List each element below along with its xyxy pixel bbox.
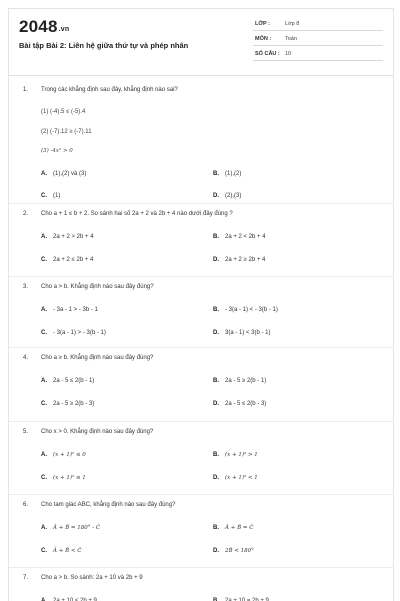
question-text: Cho a ≥ b. Khẳng định nào sau đây đúng? xyxy=(41,355,154,361)
question-number: 6. xyxy=(23,502,29,508)
option-d[interactable]: D. 2B̂ < 180° xyxy=(213,548,254,554)
worksheet-header xyxy=(9,9,393,71)
option-d[interactable]: D. 2a + 2 ≥ 2b + 4 xyxy=(213,257,266,263)
meta-class-value: Lớp 8 xyxy=(285,21,300,27)
logo-text: 2048 xyxy=(19,17,58,36)
option-a[interactable]: A. 2a + 10 < 2b + 9 xyxy=(41,598,97,601)
question-text: Trong các khẳng định sau đây, khẳng định nào sai? xyxy=(41,87,178,93)
question-text: Cho a > b. So sánh: 2a + 10 và 2b + 9 xyxy=(41,575,143,581)
option-b[interactable]: B. - 3(a - 1) < - 3(b - 1) xyxy=(213,307,278,313)
worksheet-title: Bài tập Bài 2: Liên hệ giữa thứ tự và phép nhân xyxy=(19,41,189,50)
option-d[interactable]: D. (2),(3) xyxy=(213,193,242,199)
meta-class xyxy=(253,17,383,31)
question-number: 7. xyxy=(23,575,29,581)
question-divider xyxy=(9,276,393,277)
site-logo[interactable] xyxy=(19,17,69,37)
question-divider xyxy=(9,203,393,204)
question-text: Cho tam giác ABC, khẳng định nào sau đây đúng? xyxy=(41,502,176,508)
question-number: 3. xyxy=(23,284,29,290)
worksheet-page xyxy=(8,8,394,601)
logo-suffix: .vn xyxy=(58,26,70,33)
option-a[interactable]: A. Â + B̂ = 180° - Ĉ xyxy=(41,525,101,531)
question-divider xyxy=(9,567,393,568)
option-a[interactable]: A. 2a - 5 ≤ 2(b - 1) xyxy=(41,378,95,384)
option-d[interactable]: D. 2a - 5 ≤ 2(b - 3) xyxy=(213,401,267,407)
question-text: Cho a > b. Khẳng định nào sau đây đúng? xyxy=(41,284,154,290)
question-number: 1. xyxy=(23,87,29,93)
meta-class-label: LỚP : xyxy=(255,21,270,27)
header-divider xyxy=(9,75,393,76)
option-b[interactable]: B. 2a + 2 < 2b + 4 xyxy=(213,234,266,240)
meta-subject xyxy=(253,32,383,46)
question-number: 4. xyxy=(23,355,29,361)
statement-1: (1) (-4).5 ≤ (-5).4 xyxy=(41,109,86,115)
question-text: Cho x > 0. Khẳng định nào sau đây đúng? xyxy=(41,429,154,435)
question-divider xyxy=(9,347,393,348)
question-divider xyxy=(9,494,393,495)
meta-count-label: SỐ CÂU : xyxy=(255,51,280,57)
option-a[interactable]: A. 2a + 2 > 2b + 4 xyxy=(41,234,94,240)
option-c[interactable]: C. (1) xyxy=(41,193,61,199)
option-c[interactable]: C. - 3(a - 1) > - 3(b - 1) xyxy=(41,330,106,336)
statement-3: (3) -4x² > 0 xyxy=(41,148,73,154)
option-b[interactable]: B. (x + 1)² > 1 xyxy=(213,452,258,458)
question-number: 2. xyxy=(23,211,29,217)
option-c[interactable]: C. Â + B̂ < Ĉ xyxy=(41,548,82,554)
question-number: 5. xyxy=(23,429,29,435)
option-b[interactable]: B. (1),(2) xyxy=(213,171,242,177)
statement-2: (2) (-7).12 ≥ (-7).11 xyxy=(41,129,92,135)
option-b[interactable]: B. 2a + 10 = 2b + 9 xyxy=(213,598,269,601)
meta-subject-value: Toán xyxy=(285,36,297,42)
meta-count-value: 10 xyxy=(285,51,292,57)
question-text: Cho a + 1 ≤ b + 2. So sánh hai số 2a + 2 và 2b + 4 nào dưới đây đúng ? xyxy=(41,211,233,217)
option-b[interactable]: B. Â + B̂ = Ĉ xyxy=(213,525,254,531)
option-c[interactable]: C. (x + 1)² ≤ 1 xyxy=(41,475,86,481)
option-d[interactable]: D. 3(a - 1) < 3(b - 1) xyxy=(213,330,271,336)
option-a[interactable]: A. - 3a - 1 > - 3b - 1 xyxy=(41,307,98,313)
question-divider xyxy=(9,421,393,422)
option-a[interactable]: A. (1),(2) và (3) xyxy=(41,171,87,177)
meta-count xyxy=(253,47,383,61)
option-d[interactable]: D. (x + 1)² < 1 xyxy=(213,475,258,481)
option-c[interactable]: C. 2a - 5 ≥ 2(b - 3) xyxy=(41,401,95,407)
meta-subject-label: MÔN : xyxy=(255,36,272,42)
option-a[interactable]: A. (x + 1)² ≤ 0 xyxy=(41,452,86,458)
option-b[interactable]: B. 2a - 5 ≥ 2(b - 1) xyxy=(213,378,267,384)
option-c[interactable]: C. 2a + 2 ≤ 2b + 4 xyxy=(41,257,94,263)
